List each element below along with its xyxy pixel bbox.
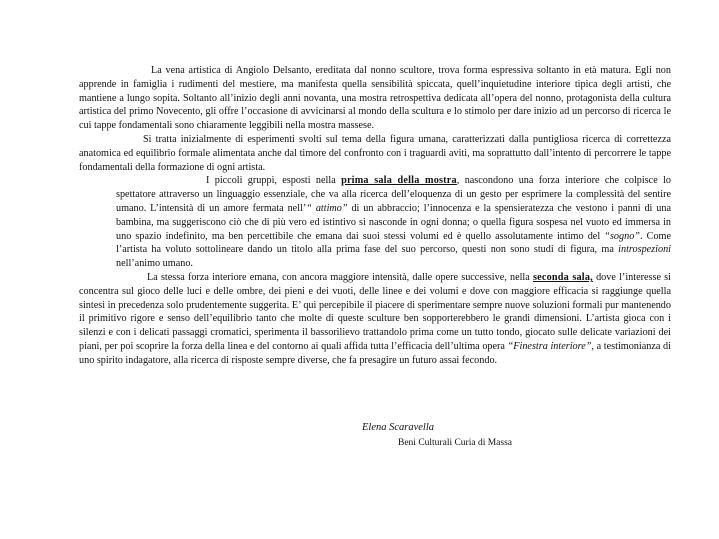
paragraph-early-works: Si tratta inizialmente di esperimenti svolti sul tema della figura umana, caratterizzati dalla puntigliosa ricerca di correttezza anatomica ed equilibrio formale alimentata anche dal timore del confronto con i traguardi aviti, ma soprattutto dall’intento di percorrere le tappe fondamentali della formazione di ogni artista. (79, 133, 671, 173)
signature-affiliation: Beni Culturali Curia di Massa (398, 438, 512, 448)
paragraph-first-room (116, 174, 671, 271)
italic-attimo: “ attimo” (306, 202, 348, 214)
text-span: , nascondono una forza interiore che colpisce lo spettatore attraverso un linguaggio essenziale, che va alla ricerca dell’eloquenza di un gesto per esprimere la complessità del sentire umano. L’intensità di un amore fermata nell’ (116, 175, 671, 214)
paragraph-second-room (79, 271, 671, 368)
text-span: I piccoli gruppi, esposti nella (206, 175, 336, 187)
text-span: nell’animo umano. (116, 258, 193, 270)
text-span: . Come l’artista ha voluto sottolineare dando un titolo alla prima fase del suo percorso, questi non sono studi di figura, ma (116, 230, 671, 256)
italic-sogno: “sogno” (604, 230, 640, 242)
paragraph-intro: La vena artistica di Angiolo Delsanto, ereditata dal nonno scultore, trova forma espressiva soltanto in età matura. Egli non apprende in famiglia i rudimenti del mestiere, ma manifesta quella sensibilità spiccata, quell’inquietudine interiore tipica degli artisti, che mantiene a lungo sopita. Soltanto all’inizio degli anni novanta, una mostra retrospettiva dedicata all’opera del nonno, protagonista della cultura artistica del primo Novecento, gli offre l’occasione di avvicinarsi al mondo della scultura e lo stimolo per dare inizio ad un percorso di ricerca le cui tappe fondamentali sono chiaramente leggibili nella mostra massese. (79, 65, 671, 132)
document-body (79, 64, 671, 368)
text-span: dove l’interesse si concentra sul gioco delle luci e delle ombre, dei pieni e dei vuoti, delle linee e dei volumi e dove con maggiore efficacia si raggiunge quella sintesi in precedenza solo prudentemente suggerita. E’ qui percepibile il piacere di sperimentare sempre nuove soluzioni formali pur mantenendo il primitivo rigore e senso dell’equilibrio tanto che molte di queste sculture ben sopporterebbero le grandi dimensioni. L’artista gioca con i silenzi e con i delicati passaggi cromatici, sperimenta il bassorilievo trattandolo prima come un tutto tondo, giocato sulle delicate variazioni dei piani, per poi scoprire la forza della linea e del contorno ai quali affida tutta l’efficacia dell’ultima opera (79, 271, 671, 352)
text-span: La stessa forza interiore emana, con ancora maggiore intensità, dalle opere successive, nella (147, 271, 533, 283)
first-room-emphasis: prima sala della mostra (341, 175, 457, 187)
signature-name: Elena Scaravella (362, 422, 435, 433)
italic-finestra-interiore: “Finestra interiore”, (507, 340, 594, 352)
second-room-emphasis: seconda sala, (533, 271, 593, 283)
text-span: a testimonianza di uno spirito indagatore, alla ricerca di risposte sempre diverse, che fa presagire un futuro assai fecondo. (79, 340, 671, 366)
italic-introspezioni: introspezioni (618, 244, 671, 256)
text-span: di un abbraccio; l’innocenza e la spensieratezza che vestono i panni di una bambina, ma suggeriscono ciò che di più vero ed istintivo si nasconde in ogni donna; o quella figura sospesa nel vuoto ed immersa in uno spazio indefinito, ma ben percettibile che emana dai suoi stessi volumi ed è quello assolutamente intimo del (116, 202, 672, 242)
